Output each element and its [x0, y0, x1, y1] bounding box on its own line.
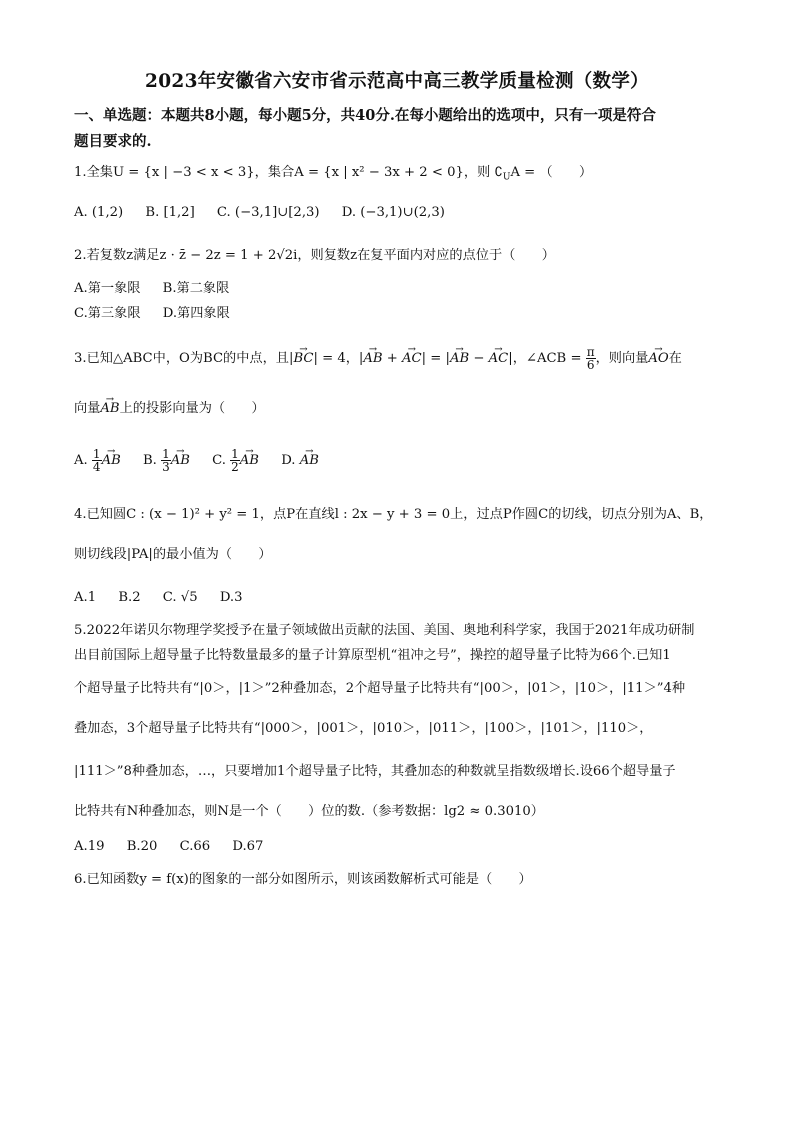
q1-option-a[interactable]: A. (1,2) [74, 205, 124, 220]
q3-option-b-num: 1 [162, 447, 170, 461]
q3-option-d-vector: → AB [300, 448, 319, 474]
q3-option-c-vector: → AB [240, 448, 259, 474]
question-6-graph-area [74, 900, 724, 1100]
q3-option-c-den: 2 [231, 460, 239, 474]
section-heading-line2: 题目要求的. [74, 133, 152, 150]
vector-ac-2: → AC [489, 347, 509, 371]
q3-text-3: | = | [421, 351, 450, 366]
question-6-stem: 6.已知函数y = f(x)的图象的一部分如图所示，则该函数解析式可能是（ ） [74, 872, 532, 887]
q3-option-b[interactable] [143, 448, 190, 474]
q4-option-a[interactable]: A.1 [74, 590, 97, 605]
angle-fraction [586, 346, 596, 371]
question-1-stem-subscript: U [502, 172, 511, 183]
question-4-stem-line2: 则切线段|PA|的最小值为（ ） [74, 547, 272, 562]
q3-text-1: 3.已知△ABC中，O为BC的中点，且| [74, 351, 294, 366]
q2-option-a[interactable]: A.第一象限 [74, 281, 141, 296]
q3-option-a-vector: → AB [102, 448, 121, 474]
q5-option-b[interactable]: B.20 [126, 839, 158, 854]
q1-option-c[interactable]: C. (−3,1]∪[2,3) [216, 205, 320, 220]
question-5-line6: 比特共有N种叠加态，则N是一个（ ）位的数.（参考数据：lg2 ≈ 0.3010） [74, 804, 544, 819]
question-3-stem-line2 [74, 399, 265, 419]
question-3-options [74, 448, 337, 474]
vector-ab-2: → AB [450, 347, 469, 371]
vector-ao: → AO [648, 347, 668, 371]
angle-numerator: π [586, 345, 595, 359]
q3-option-c[interactable] [212, 448, 259, 474]
q3-option-c-fraction [230, 448, 240, 473]
question-2-options-row2 [74, 304, 248, 324]
q5-option-a[interactable]: A.19 [74, 839, 105, 854]
q3-plus: + [382, 351, 403, 366]
question-1-stem [74, 163, 592, 188]
q3-line2-end: 上的投影向量为（ ） [119, 401, 265, 416]
q2-option-d[interactable]: D.第四象限 [162, 306, 230, 321]
section-heading [74, 103, 724, 155]
question-5-line1: 5.2022年诺贝尔物理学奖授予在量子领域做出贡献的法国、美国、奥地利科学家，我国于2021年成功研制 [74, 623, 695, 638]
question-5-line3: 个超导量子比特共有“|0＞，|1＞”2种叠加态，2个超导量子比特共有“|00＞，|01＞，|10＞，|11＞”4种 [74, 681, 686, 696]
question-5-line4: 叠加态，3个超导量子比特共有“|000＞，|001＞，|010＞，|011＞，|100＞，|101＞，|110＞， [74, 721, 653, 736]
angle-denominator: 6 [586, 358, 595, 372]
q3-text-5: ，则向量 [595, 351, 649, 366]
question-3-stem-line1 [74, 346, 682, 371]
question-1-options [74, 203, 463, 223]
question-5-options [74, 837, 281, 857]
q3-option-a[interactable] [74, 448, 121, 474]
q3-line2-start: 向量 [74, 401, 101, 416]
q3-option-a-letter: A. [74, 453, 92, 468]
vector-bc: → BC [293, 347, 313, 371]
question-1-stem-end: A = （ ） [510, 165, 593, 180]
q3-text-4: |，∠ACB = [508, 351, 586, 366]
q2-option-b[interactable]: B.第二象限 [162, 281, 230, 296]
q1-option-d[interactable]: D. (−3,1)∪(2,3) [341, 205, 445, 220]
question-2-options-row1 [74, 279, 247, 299]
q4-option-d[interactable]: D.3 [219, 590, 243, 605]
section-heading-line1: 一、单选题：本题共8小题，每小题5分，共40分.在每小题给出的选项中，只有一项是符合 [74, 107, 656, 124]
q1-option-b[interactable]: B. [1,2] [145, 205, 195, 220]
page-title: 2023年安徽省六安市省示范高中高三教学质量检测（数学） [145, 71, 649, 92]
q5-option-c[interactable]: C.66 [179, 839, 211, 854]
vector-ac: → AC [402, 347, 422, 371]
q4-option-c[interactable]: C. √5 [162, 590, 198, 605]
question-2-stem: 2.若复数z满足z · z̄ − 2z = 1 + 2√2i，则复数z在复平面内对应的点位于（ ） [74, 248, 555, 263]
vector-ab: → AB [363, 347, 382, 371]
q3-text-6: 在 [668, 351, 682, 366]
q3-option-c-letter: C. [212, 453, 231, 468]
q2-option-c[interactable]: C.第三象限 [74, 306, 141, 321]
q3-option-b-letter: B. [142, 453, 162, 468]
q3-option-a-fraction [92, 448, 102, 473]
q3-minus: − [469, 351, 489, 366]
q3-option-d[interactable] [281, 448, 319, 474]
question-1-stem-text: 1.全集U = {x | −3 < x < 3}，集合A = {x | x² − 3x + 2 < 0}，则 ∁ [74, 165, 503, 180]
q3-option-b-den: 3 [162, 460, 170, 474]
question-4-options [74, 588, 261, 608]
q3-option-a-num: 1 [92, 447, 101, 461]
vector-ab-3: → AB [100, 399, 119, 419]
q3-option-d-letter: D. [281, 453, 300, 468]
q3-text-2: | = 4，| [313, 351, 364, 366]
question-5-line5: |111＞”8种叠加态，…，只要增加1个超导量子比特，其叠加态的种数就呈指数级增长.设66个超导量子 [74, 764, 676, 779]
q3-option-b-fraction [161, 448, 171, 473]
q4-option-b[interactable]: B.2 [118, 590, 141, 605]
q3-option-b-vector: → AB [171, 448, 190, 474]
q3-option-a-den: 4 [92, 460, 101, 474]
question-4-stem-line1: 4.已知圆C : (x − 1)² + y² = 1，点P在直线l : 2x − y + 3 = 0上，过点P作圆C的切线，切点分别为A、B， [74, 507, 713, 522]
q5-option-d[interactable]: D.67 [232, 839, 264, 854]
question-5-line2: 出目前国际上超导量子比特数量最多的量子计算原型机“祖冲之号”，操控的超导量子比特为66个.已知1 [74, 648, 671, 663]
q3-option-c-num: 1 [231, 447, 239, 461]
